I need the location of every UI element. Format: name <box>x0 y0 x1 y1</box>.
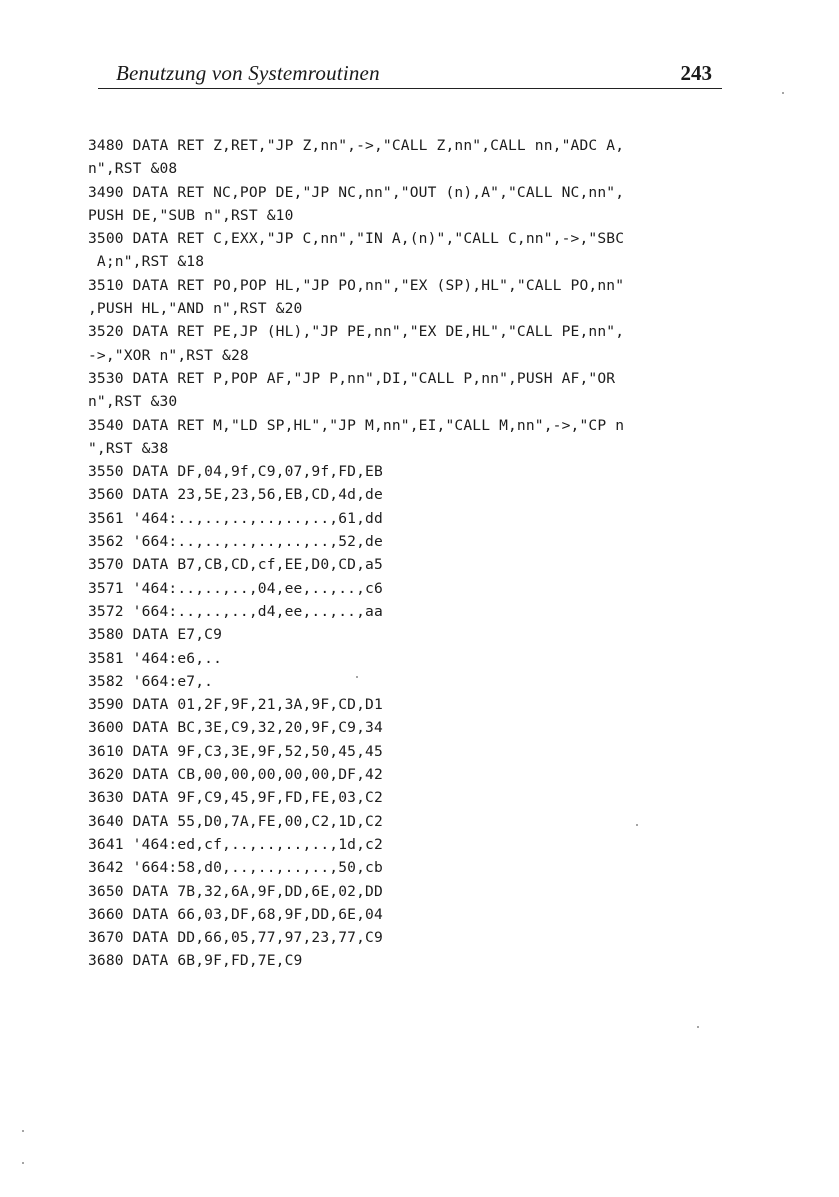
basic-code-listing <box>88 134 738 973</box>
code-line: 3571 '464:..,..,..,04,ee,..,..,c6 <box>88 579 383 597</box>
code-line: 3640 DATA 55,D0,7A,FE,00,C2,1D,C2 <box>88 812 383 830</box>
code-line: n",RST &08 <box>88 160 178 178</box>
scan-speck <box>22 1130 24 1132</box>
code-line: ,PUSH HL,"AND n",RST &20 <box>88 300 303 318</box>
scan-speck <box>782 92 784 94</box>
code-line: ->,"XOR n",RST &28 <box>88 346 249 364</box>
code-line: 3582 '664:e7,. <box>88 672 214 690</box>
code-line: 3610 DATA 9F,C3,3E,9F,52,50,45,45 <box>88 742 383 760</box>
code-line: 3570 DATA B7,CB,CD,cf,EE,D0,CD,a5 <box>88 556 383 574</box>
scan-speck <box>356 676 358 678</box>
running-title: Benutzung von Systemroutinen <box>116 61 380 85</box>
code-line: 3641 '464:ed,cf,..,..,..,..,1d,c2 <box>88 835 383 853</box>
code-line: 3630 DATA 9F,C9,45,9F,FD,FE,03,C2 <box>88 789 383 807</box>
code-line: 3530 DATA RET P,POP AF,"JP P,nn",DI,"CALL P,nn",PUSH AF,"OR <box>88 369 616 387</box>
code-line: 3510 DATA RET PO,POP HL,"JP PO,nn","EX (SP),HL","CALL PO,nn" <box>88 276 625 294</box>
scan-speck <box>22 1162 24 1164</box>
code-line: 3550 DATA DF,04,9f,C9,07,9f,FD,EB <box>88 463 383 481</box>
page-header <box>98 60 722 89</box>
scan-speck <box>636 824 638 826</box>
code-line: 3490 DATA RET NC,POP DE,"JP NC,nn","OUT (n),A","CALL NC,nn", <box>88 183 625 201</box>
code-line: 3572 '664:..,..,..,d4,ee,..,..,aa <box>88 602 383 620</box>
code-line: 3590 DATA 01,2F,9F,21,3A,9F,CD,D1 <box>88 696 383 714</box>
code-line: 3600 DATA BC,3E,C9,32,20,9F,C9,34 <box>88 719 383 737</box>
code-line: 3670 DATA DD,66,05,77,97,23,77,C9 <box>88 929 383 947</box>
code-line: 3580 DATA E7,C9 <box>88 626 223 644</box>
code-line: A;n",RST &18 <box>88 253 205 271</box>
page-number: 243 <box>680 61 712 85</box>
code-line: 3660 DATA 66,03,DF,68,9F,DD,6E,04 <box>88 905 383 923</box>
code-line: 3620 DATA CB,00,00,00,00,00,DF,42 <box>88 766 383 784</box>
code-line: 3680 DATA 6B,9F,FD,7E,C9 <box>88 952 303 970</box>
code-line: 3480 DATA RET Z,RET,"JP Z,nn",->,"CALL Z,nn",CALL nn,"ADC A, <box>88 137 625 154</box>
code-line: 3560 DATA 23,5E,23,56,EB,CD,4d,de <box>88 486 383 504</box>
code-line: 3540 DATA RET M,"LD SP,HL","JP M,nn",EI,"CALL M,nn",->,"CP n <box>88 416 625 434</box>
code-line: 3642 '664:58,d0,..,..,..,..,50,cb <box>88 859 383 877</box>
code-line: 3581 '464:e6,.. <box>88 649 223 667</box>
code-line: 3520 DATA RET PE,JP (HL),"JP PE,nn","EX DE,HL","CALL PE,nn", <box>88 323 625 341</box>
code-line: n",RST &30 <box>88 393 178 411</box>
code-line: ",RST &38 <box>88 439 169 457</box>
code-line: 3650 DATA 7B,32,6A,9F,DD,6E,02,DD <box>88 882 383 900</box>
code-line: 3562 '664:..,..,..,..,..,..,52,de <box>88 533 383 551</box>
code-line: 3500 DATA RET C,EXX,"JP C,nn","IN A,(n)","CALL C,nn",->,"SBC <box>88 230 625 248</box>
code-line: 3561 '464:..,..,..,..,..,..,61,dd <box>88 509 383 527</box>
scan-speck <box>697 1026 699 1028</box>
code-line: PUSH DE,"SUB n",RST &10 <box>88 206 294 224</box>
